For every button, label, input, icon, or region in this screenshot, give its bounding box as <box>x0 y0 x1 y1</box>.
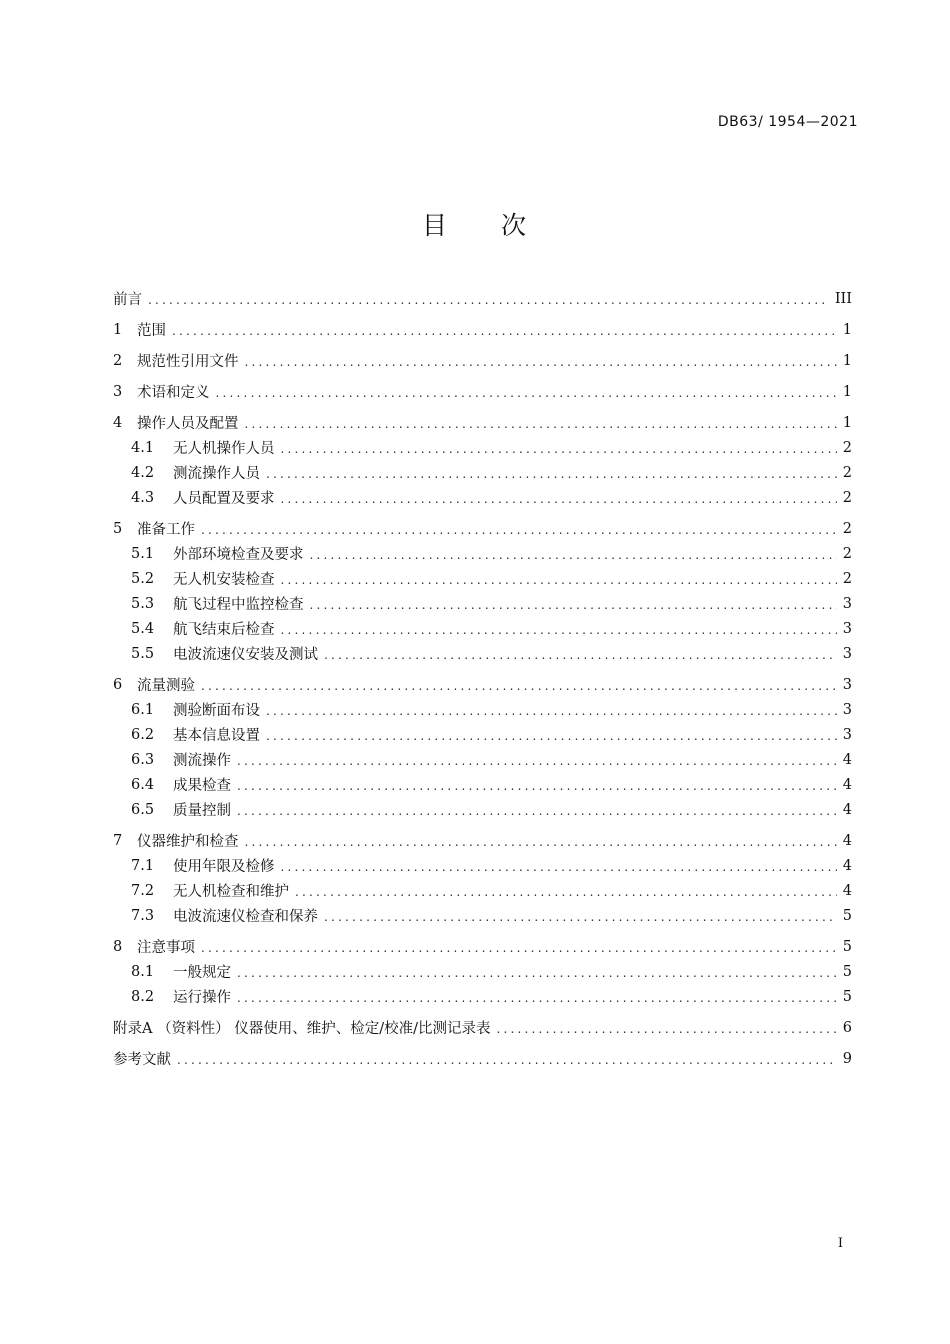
toc-entry[interactable] <box>113 1046 852 1071</box>
toc-entry-title: 参考文献 <box>113 1052 171 1068</box>
toc-entry-page: 3 <box>842 701 852 718</box>
toc-entry-page: 1 <box>842 383 852 400</box>
toc-entry-number: 1 <box>113 321 123 338</box>
toc-entry-number: 5 <box>113 520 123 537</box>
toc-entry-page: 3 <box>842 676 852 693</box>
toc-entry-title: 测流操作 <box>173 753 231 769</box>
toc-entry[interactable] <box>113 903 852 928</box>
toc-entry-title: 航飞结束后检查 <box>173 622 275 638</box>
toc-entry-page: 2 <box>842 545 852 562</box>
dot-leader <box>237 804 837 818</box>
toc-entry-number: 8.1 <box>131 963 155 980</box>
dot-leader <box>281 442 837 456</box>
toc-entry-number: 7.3 <box>131 907 155 924</box>
table-of-contents <box>113 286 852 1071</box>
toc-entry-title: 成果检查 <box>173 778 231 794</box>
toc-entry[interactable] <box>113 541 852 566</box>
toc-entry-page: 2 <box>842 439 852 456</box>
toc-entry-number: 6.2 <box>131 726 155 743</box>
toc-entry-title: 测流操作人员 <box>173 466 260 482</box>
page-number: I <box>837 1236 843 1251</box>
toc-entry-page: 5 <box>842 938 852 955</box>
toc-entry-title: 使用年限及检修 <box>173 859 275 875</box>
toc-entry-title: 准备工作 <box>137 522 195 538</box>
toc-entry-title: 流量测验 <box>137 678 195 694</box>
toc-entry[interactable] <box>113 379 852 404</box>
toc-entry-title: 无人机安装检查 <box>173 572 275 588</box>
toc-entry[interactable] <box>113 286 852 311</box>
toc-entry-page: 4 <box>842 832 852 849</box>
toc-entry[interactable] <box>113 435 852 460</box>
toc-entry-title: 注意事项 <box>137 940 195 956</box>
toc-entry-title: 仪器维护和检查 <box>137 834 239 850</box>
toc-entry[interactable] <box>113 984 852 1009</box>
dot-leader <box>245 835 837 849</box>
page-title <box>0 206 950 242</box>
toc-entry-title: 前言 <box>113 292 142 308</box>
toc-entry[interactable] <box>113 348 852 373</box>
toc-entry[interactable] <box>113 410 852 435</box>
toc-entry-number: 5.3 <box>131 595 155 612</box>
toc-entry-number: 4.1 <box>131 439 155 456</box>
toc-entry[interactable] <box>113 722 852 747</box>
dot-leader <box>281 860 837 874</box>
toc-entry[interactable] <box>113 697 852 722</box>
toc-entry-page: 3 <box>842 620 852 637</box>
toc-entry-page: 2 <box>842 570 852 587</box>
toc-entry-title: 测验断面布设 <box>173 703 260 719</box>
toc-entry[interactable] <box>113 566 852 591</box>
toc-entry[interactable] <box>113 934 852 959</box>
toc-entry-number: 6.1 <box>131 701 155 718</box>
title-char-1: 目 <box>421 211 449 240</box>
toc-entry-title: 附录A （资料性） 仪器使用、维护、检定/校准/比测记录表 <box>113 1021 491 1037</box>
toc-entry[interactable] <box>113 828 852 853</box>
toc-entry-page: 9 <box>842 1050 852 1067</box>
toc-entry-number: 4.3 <box>131 489 155 506</box>
dot-leader <box>237 754 837 768</box>
toc-entry[interactable] <box>113 959 852 984</box>
toc-entry-title: 规范性引用文件 <box>137 354 239 370</box>
dot-leader <box>266 704 837 718</box>
toc-entry-number: 6.3 <box>131 751 155 768</box>
toc-entry-number: 5.5 <box>131 645 155 662</box>
dot-leader <box>281 573 837 587</box>
toc-entry-title: 电波流速仪检查和保养 <box>173 909 318 925</box>
toc-entry-page: 4 <box>842 751 852 768</box>
toc-entry-page: III <box>834 290 852 307</box>
title-char-2: 次 <box>501 211 529 240</box>
dot-leader <box>281 492 837 506</box>
toc-entry-title: 范围 <box>137 323 166 339</box>
dot-leader <box>148 293 829 307</box>
toc-entry[interactable] <box>113 1015 852 1040</box>
toc-entry[interactable] <box>113 591 852 616</box>
toc-entry-number: 5.1 <box>131 545 155 562</box>
toc-entry-number: 7.2 <box>131 882 155 899</box>
toc-entry[interactable] <box>113 460 852 485</box>
toc-entry-title: 操作人员及配置 <box>137 416 239 432</box>
toc-entry-page: 4 <box>842 882 852 899</box>
dot-leader <box>266 467 837 481</box>
toc-entry-title: 基本信息设置 <box>173 728 260 744</box>
toc-entry[interactable] <box>113 641 852 666</box>
toc-entry-page: 5 <box>842 988 852 1005</box>
toc-entry-number: 5.4 <box>131 620 155 637</box>
toc-entry[interactable] <box>113 485 852 510</box>
toc-entry-number: 5.2 <box>131 570 155 587</box>
toc-entry-page: 1 <box>842 352 852 369</box>
toc-entry-title: 电波流速仪安装及测试 <box>173 647 318 663</box>
toc-entry[interactable] <box>113 317 852 342</box>
toc-entry[interactable] <box>113 516 852 541</box>
dot-leader <box>177 1053 837 1067</box>
toc-entry[interactable] <box>113 747 852 772</box>
toc-entry[interactable] <box>113 797 852 822</box>
dot-leader <box>324 648 837 662</box>
dot-leader <box>310 598 837 612</box>
document-code: DB63/ 1954—2021 <box>717 114 858 130</box>
toc-entry-page: 3 <box>842 595 852 612</box>
toc-entry-title: 术语和定义 <box>137 385 210 401</box>
dot-leader <box>237 991 837 1005</box>
toc-entry-page: 2 <box>842 489 852 506</box>
toc-entry-title: 无人机操作人员 <box>173 441 275 457</box>
dot-leader <box>201 679 837 693</box>
toc-entry-title: 人员配置及要求 <box>173 491 275 507</box>
dot-leader <box>245 417 837 431</box>
dot-leader <box>216 386 837 400</box>
toc-entry[interactable] <box>113 616 852 641</box>
toc-entry-page: 4 <box>842 801 852 818</box>
dot-leader <box>310 548 837 562</box>
toc-entry-number: 2 <box>113 352 123 369</box>
dot-leader <box>295 885 837 899</box>
toc-entry-number: 6.5 <box>131 801 155 818</box>
dot-leader <box>496 1022 836 1036</box>
toc-entry-page: 2 <box>842 464 852 481</box>
toc-entry-page: 3 <box>842 645 852 662</box>
toc-entry-title: 航飞过程中监控检查 <box>173 597 304 613</box>
dot-leader <box>245 355 837 369</box>
dot-leader <box>266 729 837 743</box>
toc-entry-number: 6 <box>113 676 123 693</box>
toc-entry[interactable] <box>113 672 852 697</box>
toc-entry-number: 7.1 <box>131 857 155 874</box>
dot-leader <box>324 910 837 924</box>
dot-leader <box>201 941 837 955</box>
toc-entry-number: 6.4 <box>131 776 155 793</box>
toc-entry-page: 1 <box>842 321 852 338</box>
dot-leader <box>237 779 837 793</box>
dot-leader <box>281 623 837 637</box>
toc-entry-number: 8.2 <box>131 988 155 1005</box>
toc-entry-page: 2 <box>842 520 852 537</box>
toc-entry-title: 外部环境检查及要求 <box>173 547 304 563</box>
toc-entry-number: 4 <box>113 414 123 431</box>
toc-entry-page: 5 <box>842 963 852 980</box>
toc-entry[interactable] <box>113 853 852 878</box>
toc-entry-title: 质量控制 <box>173 803 231 819</box>
toc-entry-number: 8 <box>113 938 123 955</box>
toc-entry-number: 7 <box>113 832 123 849</box>
toc-entry-title: 一般规定 <box>173 965 231 981</box>
toc-entry[interactable] <box>113 878 852 903</box>
toc-entry-page: 4 <box>842 776 852 793</box>
toc-entry-page: 1 <box>842 414 852 431</box>
toc-entry-title: 无人机检查和维护 <box>173 884 289 900</box>
toc-entry-number: 3 <box>113 383 123 400</box>
toc-entry-page: 6 <box>842 1019 852 1036</box>
toc-entry-page: 4 <box>842 857 852 874</box>
toc-entry-number: 4.2 <box>131 464 155 481</box>
toc-entry-page: 5 <box>842 907 852 924</box>
dot-leader <box>201 523 837 537</box>
toc-entry[interactable] <box>113 772 852 797</box>
dot-leader <box>172 324 837 338</box>
dot-leader <box>237 966 837 980</box>
toc-entry-page: 3 <box>842 726 852 743</box>
toc-entry-title: 运行操作 <box>173 990 231 1006</box>
